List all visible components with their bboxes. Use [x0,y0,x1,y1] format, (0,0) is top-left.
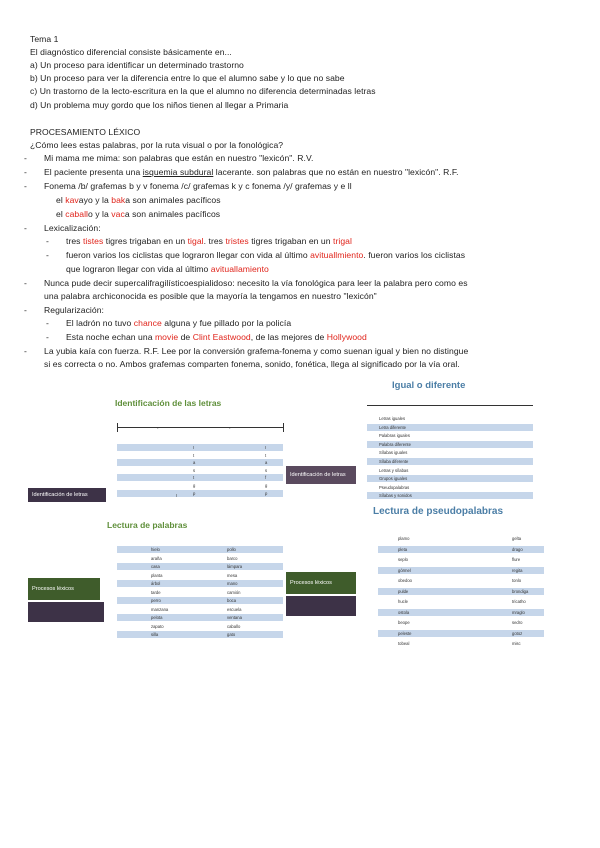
table-cell: t [193,475,195,481]
table-cell: s [265,467,268,473]
table-row [117,572,283,579]
table-row [117,490,283,497]
tab-identificacion-letras-left: Identificación de letras [28,488,106,502]
tab-dark-bar [286,596,356,616]
table-cell: araña [151,555,162,561]
table-cell: tricatho [512,599,526,604]
table-cell: I [193,445,195,450]
example-kavayo: el kavayo y la baka son animales pacíficos [56,195,221,205]
reg-example-chance: El ladrón no tuvo chance alguna y fue pillado por la policía [66,318,292,328]
table-header: - - [157,426,231,431]
table-cell: I [265,445,267,450]
table-cell: regita [512,567,523,573]
option-d: d) Un problema muy gordo que los niños tienen al llegar a Primaria [30,100,289,110]
table-cell: manzana [151,606,169,612]
tab-procesos-lexicos-right: Procesos léxicos [286,572,356,594]
table-cell: mraglo [512,609,525,615]
table-cell: pollo [227,547,236,552]
table-cell: casa [151,564,160,569]
underlined-term: isquemia subdural [142,167,214,177]
option-a: a) Un proceso para identificar un determinado trastorno [30,60,244,70]
table-cell: pulde [398,588,409,594]
table-cell: gato [227,632,236,637]
table-cell: tonlo [512,578,522,583]
table-cell: Palabra diferente [379,441,411,447]
table-cell: f [265,475,267,481]
figure-title-pseudo: Lectura de pseudopalabras [373,506,504,517]
lex-example-tigres: tres tistes tigres trigaban en un tigal. tres tristes tigres trigaban en un trigal [66,236,352,246]
table-cell: Sílabas y sonidos [379,493,412,499]
table-row [117,631,283,638]
table-row [367,424,533,431]
table-row [117,614,283,621]
table-cell: Letras iguales [379,416,406,421]
bullet: - [24,346,27,356]
sub-bullet: - [46,318,49,328]
table-cell: gelta [512,536,522,541]
table-cell: planta [151,572,163,578]
table-row [378,640,544,647]
table-row [378,567,544,574]
tab-procesos-lexicos-left: Procesos léxicos [28,578,100,600]
table-cell: obedoo [398,578,412,583]
table-row [378,577,544,584]
table-cell: plamo [398,536,410,541]
tab-dark-bar [28,602,104,622]
table-row [378,535,544,542]
table-row [367,475,533,482]
item-regularizacion: Regularización: [44,305,104,315]
table-cell: t [193,452,195,458]
table-cell: gotoz [512,630,523,636]
item-yubia-2: si es correcta o no. Ambos grafemas comparten fonema, sonido, fonética, llega al significado por la vía oral. [44,359,460,369]
table-row [117,452,283,459]
table-row [117,555,283,562]
table-row [367,449,533,456]
option-b: b) Un proceso para ver la diferencia entre lo que el alumno sabe y lo que no sabe [30,73,345,83]
reg-example-movie: Esta noche echan una movie de Clint Eastwood, de las mejores de Hollywood [66,332,367,342]
table-row [378,588,544,595]
table-cell: p [265,490,268,496]
table-row [117,606,283,613]
table-row [117,459,283,466]
table-row [117,444,283,451]
table-cell: boca [227,598,237,603]
table-cell: mesa [227,572,238,578]
table-rule [367,405,533,406]
table-cell: p [193,490,196,496]
table-cell: s [193,467,196,473]
table-cell: Letras y sílabas [379,467,409,473]
table-row [117,474,283,481]
table-cell: g [193,483,196,488]
table-cell: flure [512,557,521,562]
item-paciente: El paciente presenta una isquemia subdural lacerante. son palabras que no están en nuestro "lexicón". R.F. [44,167,459,177]
table-cell: peleste [398,630,412,636]
table-row [117,580,283,587]
table-row [117,482,283,489]
item-yubia-1: La yubia kaía con fuerza. R.F. Lee por la conversión grafema-fonema y como suenan igual y bien no distingue [44,346,469,356]
table-cell: escuela [227,606,242,612]
item-mi-mama: Mi mama me mima: son palabras que están en nuestro "lexicón". R.V. [44,153,314,163]
table-cell: silla [151,632,159,637]
table-cell: sedro [512,620,523,625]
table-cell: drago [512,546,523,552]
table-cell: caballo [227,623,241,629]
table-row [378,598,544,605]
lex-example-ciclistas-1: fueron varios los ciclistas que lograron llegar con vida al último avituallmiento. fueron varios los ciclistas [66,250,466,260]
table-row [117,563,283,570]
table-cell: perro [151,598,161,603]
table-cell: górmel [398,567,411,573]
section-question: ¿Cómo lees estas palabras, por la ruta visual o por la fonológica? [30,140,284,150]
table-cell: ventana [227,615,242,620]
table-cell: misc [512,641,521,646]
table-cell: seplo [398,557,409,562]
table-row [367,441,533,448]
table-row [117,467,283,474]
table-cell: pleta [398,546,408,552]
bullet: - [24,223,27,233]
bullet: - [24,167,27,177]
tema-title: Tema 1 [30,34,59,44]
table-row [378,556,544,563]
item-supercali-1: Nunca pude decir supercalifragilísticoespialidoso: necesito la vía fonológica para leer la palabra pero como es [44,278,468,288]
tema-question: El diagnóstico diferencial consiste básicamente en... [30,47,232,57]
sub-bullet: - [46,236,49,246]
table-cell: Palabras iguales [379,433,410,439]
table-row [367,467,533,474]
table-row [367,415,533,422]
table-rule [283,423,284,432]
table-cell: I [176,493,178,498]
table-cell: brondiga [512,588,529,594]
figure-title-identificacion: Identificación de las letras [115,398,222,408]
example-caballo: el caballo y la vaca son animales pacíficos [56,209,221,219]
table-row [378,609,544,616]
table-cell: Pseudopalabras [379,484,410,490]
table-row [367,458,533,465]
bullet: - [24,305,27,315]
table-row [117,597,283,604]
table-cell: árbol [151,581,161,586]
bullet: - [24,181,27,191]
lex-example-ciclistas-2: que lograron llegar con vida al último avituallamiento [66,264,269,274]
table-cell: Grupos iguales [379,476,408,482]
sub-bullet: - [46,332,49,342]
sub-bullet: - [46,250,49,260]
table-cell: zapato [151,623,164,629]
table-cell: tarde [151,589,161,595]
table-cell: t [265,452,267,458]
table-cell: Letra diferente [379,424,407,430]
table-cell: barco [227,555,238,561]
table-cell: g [265,483,268,488]
table-row [117,546,283,553]
table-cell: hielo [151,547,160,552]
tab-identificacion-letras-right: Identificación de letras [286,466,356,484]
table-row [367,484,533,491]
table-cell: tobeal [398,641,410,646]
table-row [378,619,544,626]
table-cell: a [265,460,268,466]
table-cell: Sílaba diferente [379,459,409,464]
table-cell: camión [227,589,241,595]
item-lexicalizacion: Lexicalización: [44,223,101,233]
table-cell: hucle [398,599,409,604]
table-cell: beope [398,620,410,625]
bullet: - [24,278,27,288]
table-cell: ostola [398,609,410,615]
option-c: c) Un trastorno de la lecto-escritura en la que el alumno no diferencia determinadas letras [30,86,376,96]
bullet: - [24,153,27,163]
table-cell: mano [227,581,238,586]
table-row [378,630,544,637]
table-row [378,546,544,553]
table-row [367,492,533,499]
figure-title-igual: Igual o diferente [392,380,466,391]
table-cell: a [193,460,196,466]
table-row [367,432,533,439]
figure-title-lectura: Lectura de palabras [107,520,188,530]
table-row [117,589,283,596]
table-cell: lámpara [227,564,243,569]
table-row [117,623,283,630]
item-supercali-2: una palabra archiconocida es posible que la mayoría la tengamos en nuestro "lexicón" [44,291,377,301]
section-heading: PROCESAMIENTO LÉXICO [30,127,141,137]
table-cell: Sílabas iguales [379,450,408,456]
item-fonema: Fonema /b/ grafemas b y v fonema /c/ grafemas k y c fonema /y/ grafemas y e ll [44,181,352,191]
table-cell: pelota [151,615,163,620]
